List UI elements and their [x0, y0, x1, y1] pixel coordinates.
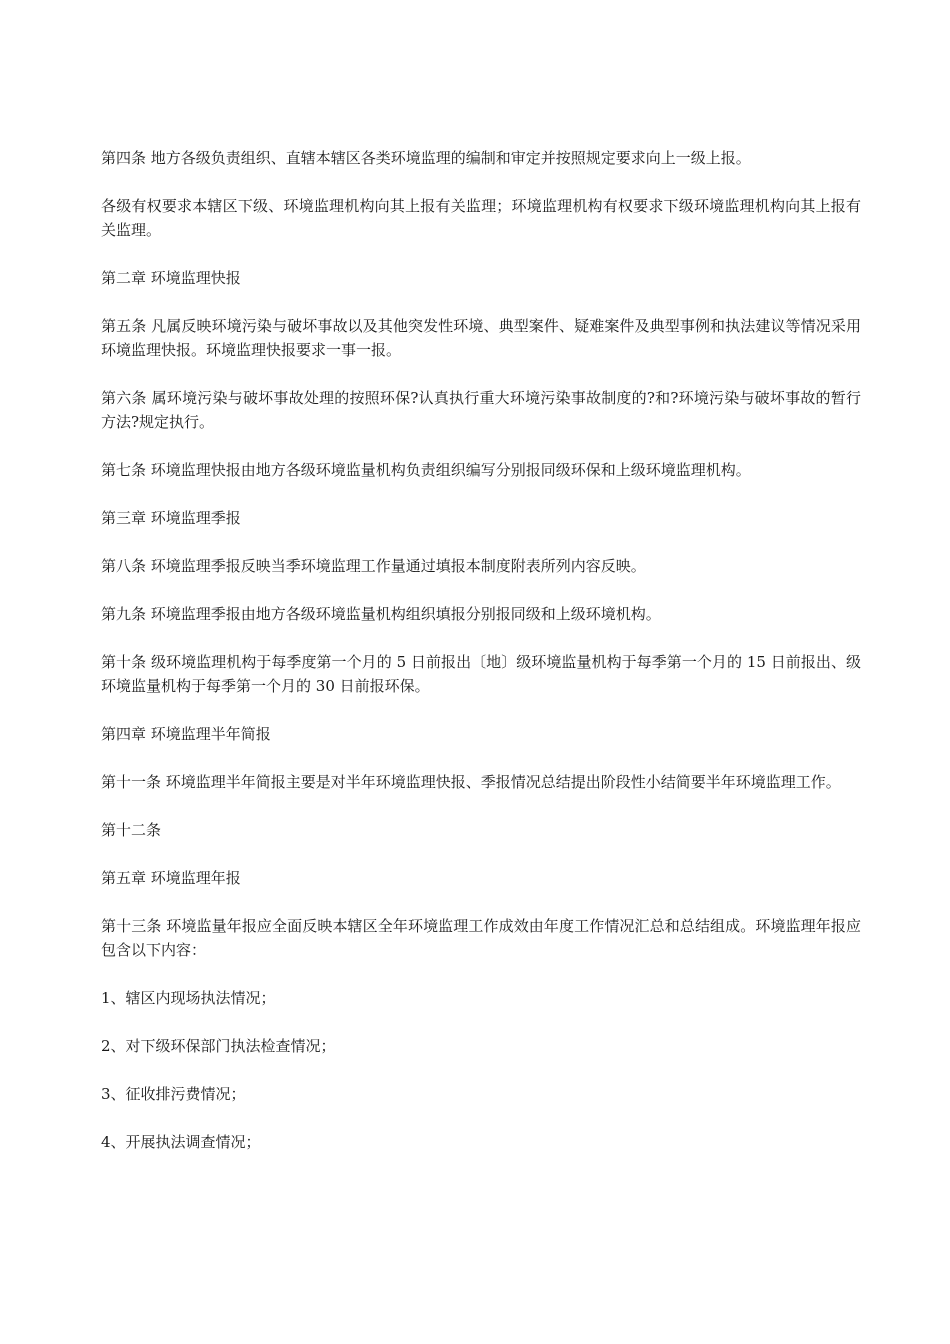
- chapter-5-heading: 第五章 环境监理年报: [101, 869, 241, 887]
- article-4-reporting-rights: 各级有权要求本辖区下级、环境监理机构向其上报有关监理；环境监理机构有权要求下级环境监理机构向其上报有关监理。: [101, 197, 861, 239]
- list-item-2: 2、对下级环保部门执法检查情况；: [101, 1037, 336, 1055]
- chapter-2-heading: 第二章 环境监理快报: [101, 269, 241, 287]
- list-item-4: 4、开展执法调查情况；: [101, 1133, 261, 1151]
- chapter-3-heading: 第三章 环境监理季报: [101, 509, 241, 527]
- chapter-4-heading: 第四章 环境监理半年简报: [101, 725, 271, 743]
- article-13: 第十三条 环境监量年报应全面反映本辖区全年环境监理工作成效由年度工作情况汇总和总结组成。环境监理年报应包含以下内容：: [101, 917, 861, 959]
- article-6: 第六条 属环境污染与破坏事故处理的按照环保?认真执行重大环境污染事故制度的?和?环境污染与破坏事故的暂行方法?规定执行。: [101, 389, 861, 431]
- document-body: [101, 146, 861, 1178]
- article-9: 第九条 环境监理季报由地方各级环境监量机构组织填报分别报同级和上级环境机构。: [101, 605, 661, 623]
- article-12: 第十二条: [101, 821, 162, 839]
- article-8: 第八条 环境监理季报反映当季环境监理工作量通过填报本制度附表所列内容反映。: [101, 557, 646, 575]
- article-5: 第五条 凡属反映环境污染与破坏事故以及其他突发性环境、典型案件、疑难案件及典型事例和执法建议等情况采用环境监理快报。环境监理快报要求一事一报。: [101, 317, 861, 359]
- list-item-3: 3、征收排污费情况；: [101, 1085, 246, 1103]
- article-4: 第四条 地方各级负责组织、直辖本辖区各类环境监理的编制和审定并按照规定要求向上一级上报。: [101, 149, 751, 167]
- list-item-1: 1、辖区内现场执法情况；: [101, 989, 276, 1007]
- article-7: 第七条 环境监理快报由地方各级环境监量机构负责组织编写分别报同级环保和上级环境监理机构。: [101, 461, 751, 479]
- article-10: 第十条 级环境监理机构于每季度第一个月的 5 日前报出〔地〕级环境监量机构于每季第一个月的 15 日前报出、级环境监量机构于每季第一个月的 30 日前报环保。: [101, 653, 861, 695]
- article-11: 第十一条 环境监理半年简报主要是对半年环境监理快报、季报情况总结提出阶段性小结简要半年环境监理工作。: [101, 773, 841, 791]
